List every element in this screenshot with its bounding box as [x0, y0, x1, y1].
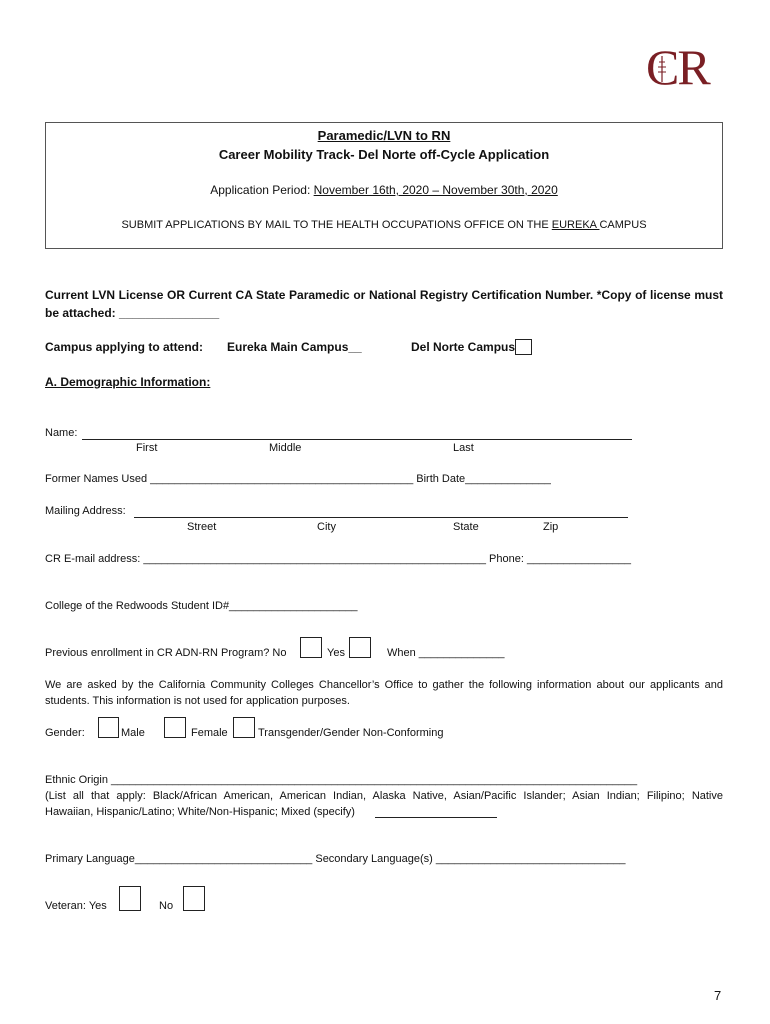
campus-label: Campus applying to attend:	[45, 340, 204, 354]
ethnic-list-line-1: (List all that apply: Black/African American, American Indian, Alaska Native, Asian/Pacific Islander; Asian Indian; Filipino; Native	[45, 790, 723, 802]
ethnic-list-line-2	[45, 806, 355, 818]
submit-prefix: SUBMIT APPLICATIONS BY MAIL TO THE HEALTH OCCUPATIONS OFFICE ON THE	[121, 219, 552, 231]
gender-male-label: Male	[121, 727, 145, 739]
ethnic-origin-line[interactable]: Ethnic Origin ______________________________________________________________________________________	[45, 774, 638, 786]
email-phone-line[interactable]: CR E-mail address: ________________________________________________________ Phone: _________________	[45, 553, 631, 565]
title-line-2: Career Mobility Track- Del Norte off-Cycle Application	[218, 147, 550, 162]
submit-campus: EUREKA	[551, 219, 600, 231]
gender-transgender-checkbox[interactable]	[233, 717, 255, 738]
language-line[interactable]: Primary Language_____________________________ Secondary Language(s) _______________________________	[45, 853, 626, 865]
gender-female-checkbox[interactable]	[164, 717, 186, 738]
student-id-line[interactable]: College of the Redwoods Student ID#_____________________	[45, 600, 358, 612]
mailing-zip-caption: Zip	[543, 521, 559, 533]
delnorte-campus-checkbox[interactable]	[515, 339, 532, 355]
tree-icon	[657, 56, 667, 82]
license-line-2[interactable]: be attached: _______________	[45, 306, 220, 320]
period-label: Application Period:	[210, 183, 314, 197]
logo-text: CR	[646, 39, 709, 95]
college-logo	[646, 39, 728, 95]
application-header-box	[45, 122, 723, 249]
title-line-1: Paramedic/LVN to RN	[317, 128, 451, 143]
previous-when-line[interactable]: When ______________	[387, 647, 505, 659]
delnorte-campus-label: Del Norte Campus	[411, 340, 516, 354]
mailing-address-input-line[interactable]	[134, 517, 628, 518]
veteran-no-checkbox[interactable]	[183, 886, 205, 911]
notice-line-2: students. This information is not used for application purposes.	[45, 695, 350, 707]
period-value: November 16th, 2020 – November 30th, 2020	[313, 183, 558, 197]
name-label: Name:	[45, 427, 78, 439]
submit-instructions	[46, 219, 722, 231]
name-input-line[interactable]	[82, 439, 632, 440]
gender-transgender-label: Transgender/Gender Non-Conforming	[258, 727, 444, 739]
veteran-yes-label: Veteran: Yes	[45, 900, 107, 912]
mailing-state-caption: State	[453, 521, 479, 533]
previous-no-checkbox[interactable]	[300, 637, 322, 658]
former-names-birth-date[interactable]	[45, 473, 551, 485]
name-first-caption: First	[136, 442, 158, 454]
gender-label: Gender:	[45, 727, 85, 739]
name-last-caption: Last	[453, 442, 474, 454]
previous-yes-label: Yes	[327, 647, 345, 659]
section-a-title: A. Demographic Information:	[45, 375, 211, 389]
ethnic-list-line-2-text: Hawaiian, Hispanic/Latino; White/Non-Hispanic; Mixed (specify)	[45, 806, 355, 818]
gender-female-label: Female	[191, 727, 228, 739]
veteran-yes-checkbox[interactable]	[119, 886, 141, 911]
mailing-city-caption: City	[317, 521, 336, 533]
application-period	[46, 183, 722, 197]
eureka-campus-option[interactable]: Eureka Main Campus__	[227, 340, 362, 354]
page-number: 7	[714, 988, 722, 1003]
ethnic-mixed-specify-line[interactable]	[375, 817, 497, 818]
mailing-street-caption: Street	[187, 521, 217, 533]
birth-date-tail: ______	[514, 473, 551, 485]
license-line-1: Current LVN License OR Current CA State Paramedic or National Registry Certification Number. *Copy of license must	[45, 288, 723, 302]
veteran-no-label: No	[159, 900, 174, 912]
previous-yes-checkbox[interactable]	[349, 637, 371, 658]
name-middle-caption: Middle	[269, 442, 302, 454]
previous-enrollment-label: Previous enrollment in CR ADN-RN Program? No	[45, 647, 287, 659]
notice-line-1: We are asked by the California Community Colleges Chancellor’s Office to gather the following information about our applicants and	[45, 679, 723, 691]
gender-male-checkbox[interactable]	[98, 717, 119, 738]
submit-suffix: CAMPUS	[599, 219, 647, 231]
mailing-address-label: Mailing Address:	[45, 505, 126, 517]
former-names-label: Former Names Used ___________________________________________ Birth Date________	[45, 473, 515, 485]
